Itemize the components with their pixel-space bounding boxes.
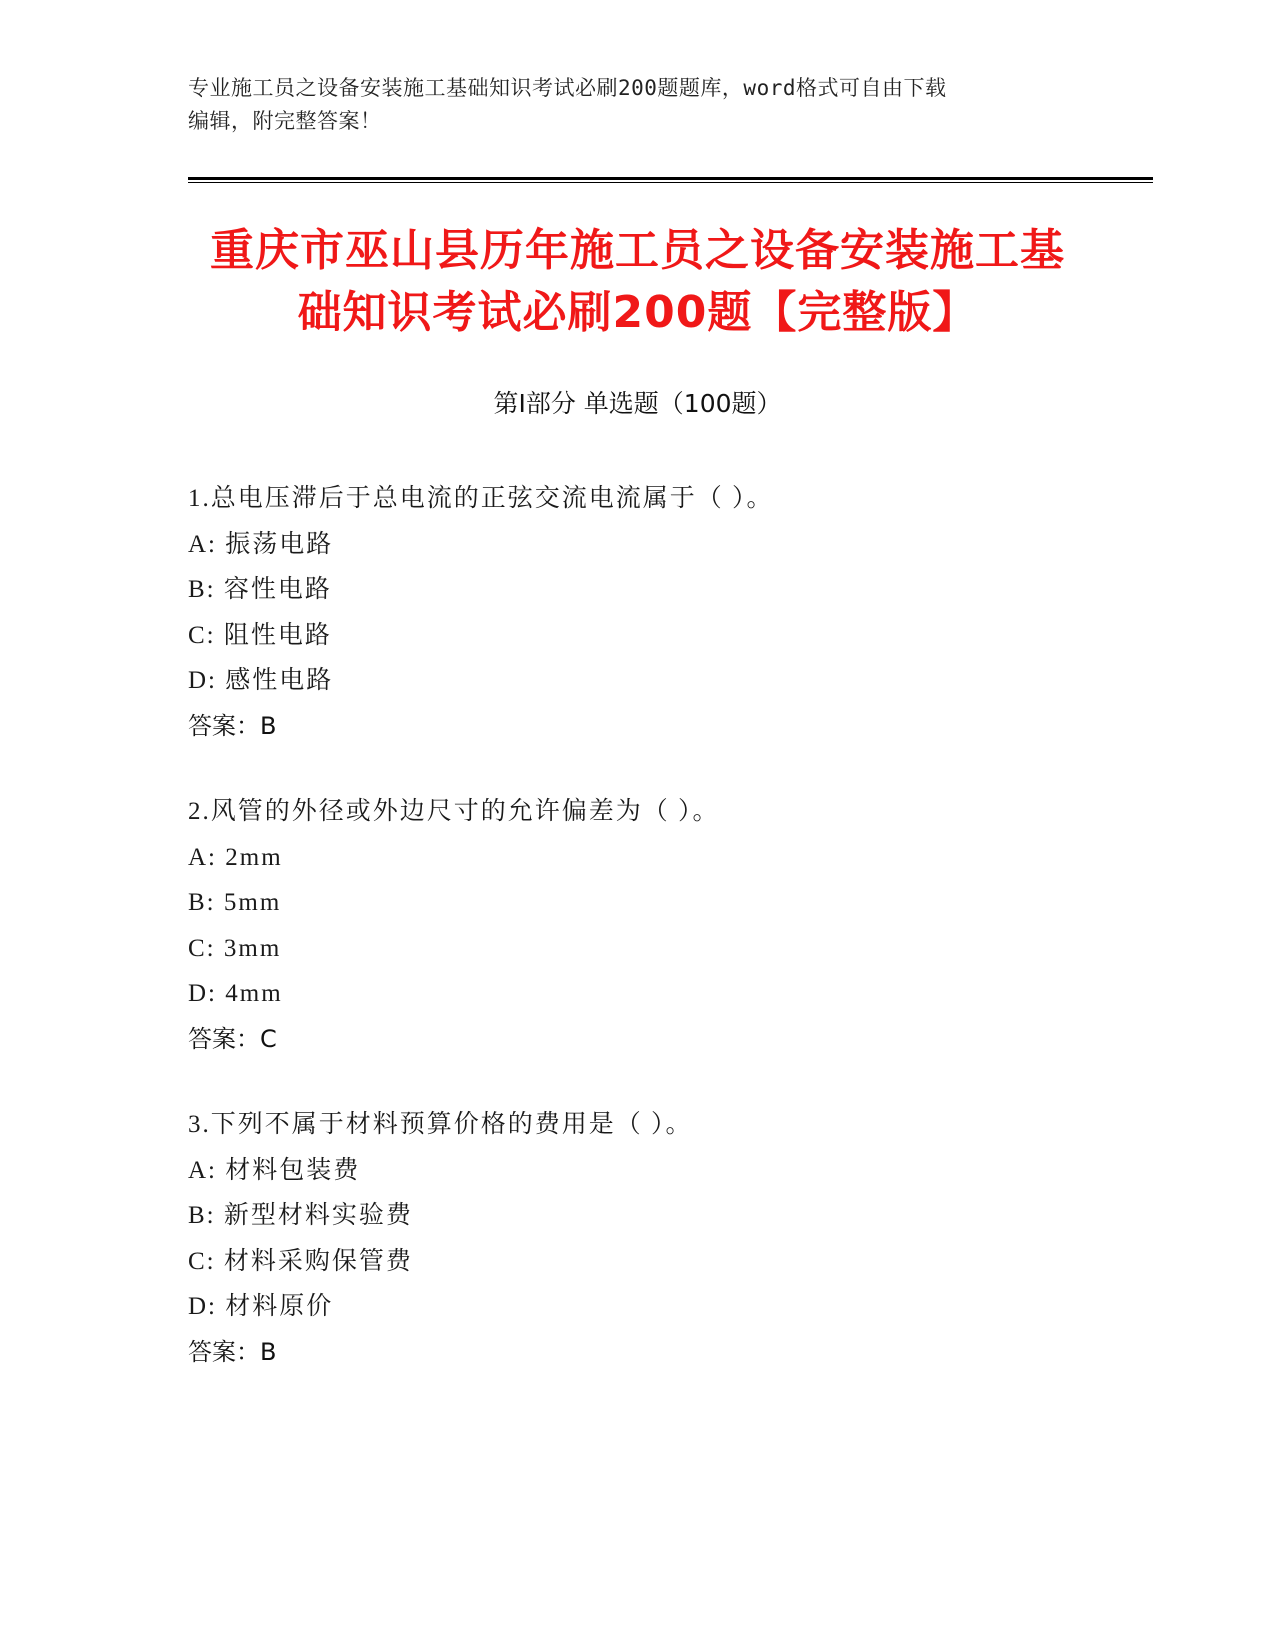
header-divider-thick: [188, 177, 1153, 180]
question-option-b: B: 新型材料实验费: [188, 1202, 413, 1229]
question-option-d: D: 4mm: [188, 980, 283, 1007]
question-answer: 答案：C: [188, 1024, 277, 1053]
question-option-d: D: 感性电路: [188, 667, 334, 694]
question-option-b: B: 5mm: [188, 889, 282, 916]
document-title: [150, 220, 1125, 344]
question-stem: 1.总电压滞后于总电流的正弦交流电流属于（ ）。: [188, 485, 774, 512]
question-option-b: B: 容性电路: [188, 576, 332, 603]
header-note: [188, 72, 1088, 138]
header-note-line-1: 专业施工员之设备安装施工基础知识考试必刷200题题库，word格式可自由下载: [188, 76, 947, 100]
question-option-c: C: 材料采购保管费: [188, 1247, 413, 1275]
question-option-c: C: 3mm: [188, 934, 282, 962]
question-option-d: D: 材料原价: [188, 1293, 334, 1320]
question-answer: 答案：B: [188, 1337, 277, 1366]
question-option-a: A: 材料包装费: [188, 1156, 361, 1184]
document-title-line-2: 础知识考试必刷200题【完整版】: [297, 287, 978, 338]
question-item: [188, 1102, 1138, 1375]
header-note-line-2: 编辑，附完整答案！: [188, 109, 382, 133]
question-answer: 答案：B: [188, 711, 277, 740]
question-stem: 3.下列不属于材料预算价格的费用是（ ）。: [188, 1111, 693, 1138]
section-title: 第I部分 单选题（100题）: [493, 389, 782, 418]
question-item: [188, 789, 1138, 1062]
document-title-line-1: 重庆市巫山县历年施工员之设备安装施工基: [210, 225, 1065, 276]
question-option-c: C: 阻性电路: [188, 621, 332, 649]
question-item: [188, 476, 1138, 749]
question-option-a: A: 2mm: [188, 843, 283, 871]
header-divider-thin: [188, 182, 1153, 183]
question-option-a: A: 振荡电路: [188, 530, 334, 558]
question-list: [188, 476, 1138, 1415]
question-stem: 2.风管的外径或外边尺寸的允许偏差为（ ）。: [188, 798, 720, 825]
